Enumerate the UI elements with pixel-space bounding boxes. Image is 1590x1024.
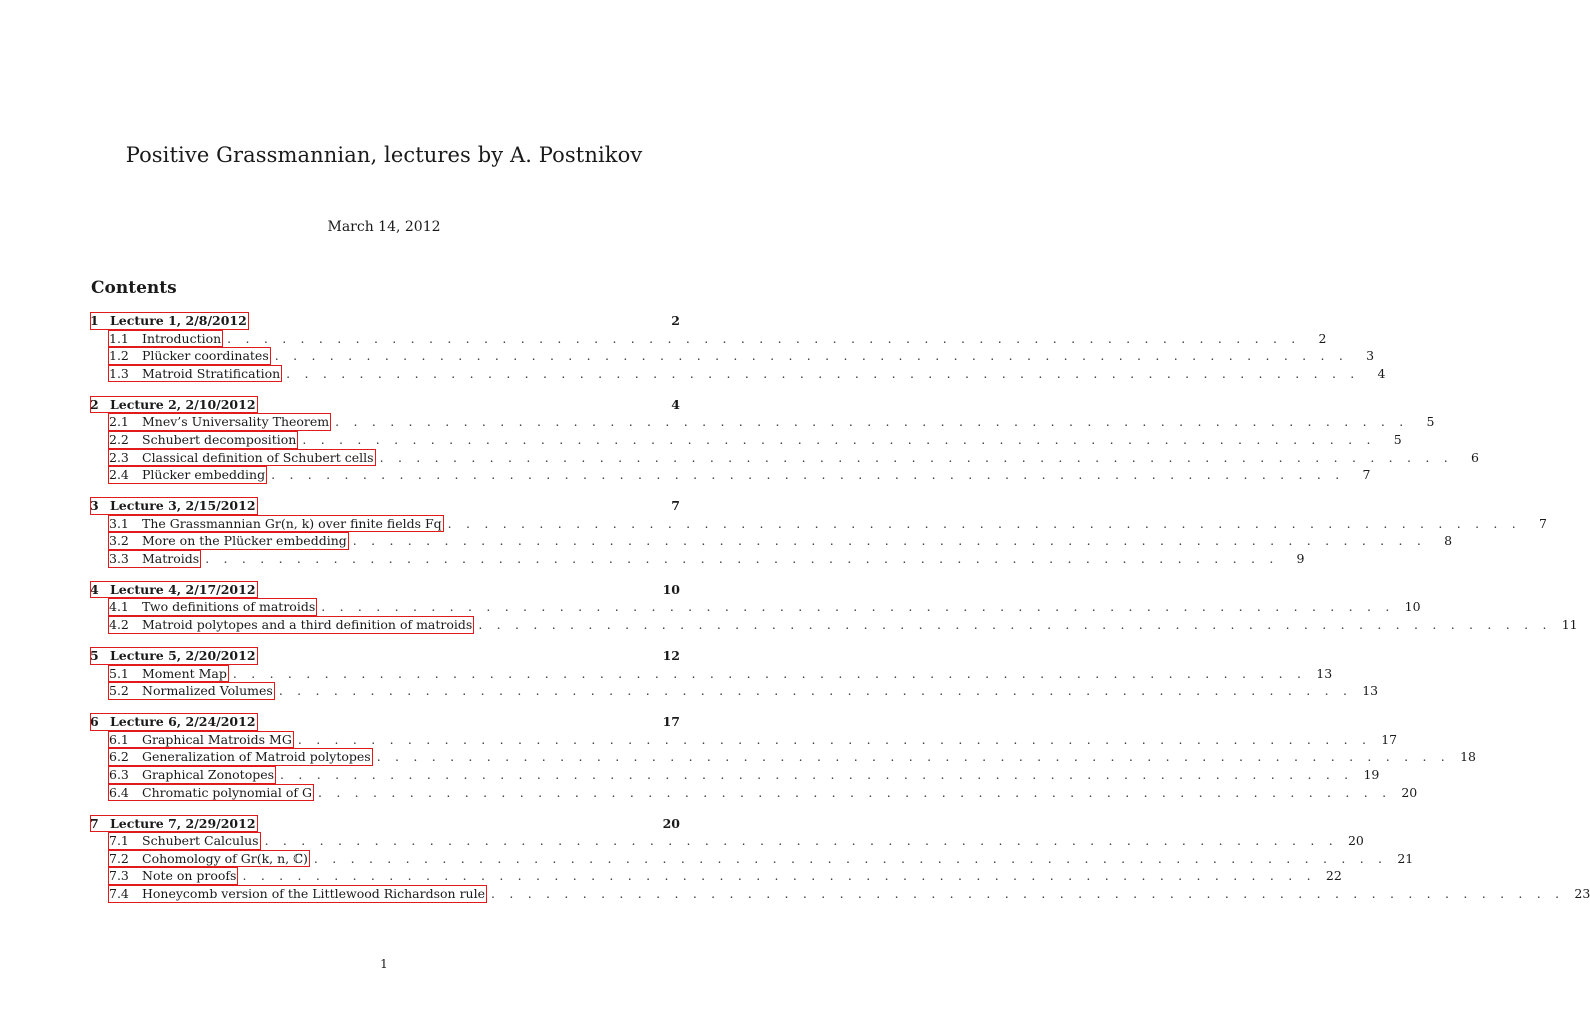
toc-leader-dots: . . . . . . . . . . . . . . . . . . . . . . . . . . . . . . . . . . . . . . . . . . . . . . . . . . . . . . . . . . . [297, 731, 1372, 747]
toc-subsection-link[interactable] [108, 616, 474, 634]
toc-section-row [90, 713, 680, 731]
toc-subsection-title: Honeycomb version of the Littlewood Richardson rule [142, 885, 485, 901]
toc-subsection-link[interactable] [108, 885, 487, 903]
toc-leader-dots: . . . . . . . . . . . . . . . . . . . . . . . . . . . . . . . . . . . . . . . . . . . . . . . . . . . . . . . . . . . [313, 850, 1388, 866]
toc-section-title: Lecture 1, 2/8/2012 [110, 313, 247, 328]
toc-subsection-page: 2 [1318, 330, 1327, 346]
toc-subsection-page: 20 [1401, 784, 1418, 800]
page-number: 1 [380, 957, 388, 971]
toc-section-row [90, 647, 680, 665]
toc-subsection-row [90, 784, 1418, 802]
toc-subsection-number: 1.2 [109, 348, 129, 364]
toc-leader-dots: . . . . . . . . . . . . . . . . . . . . . . . . . . . . . . . . . . . . . . . . . . . . . . . . . . . . . . . . . . . [478, 617, 1552, 633]
toc-section-number: 4 [90, 581, 99, 597]
toc-subsection-row [90, 682, 1379, 700]
toc-section-link[interactable] [90, 713, 258, 731]
toc-subsection-link[interactable] [108, 832, 261, 850]
toc-subsection-link[interactable] [108, 731, 294, 749]
toc-leader-dots: . . . . . . . . . . . . . . . . . . . . . . . . . . . . . . . . . . . . . . . . . . . . . . . . . . . . . . . . . . . [227, 330, 1301, 346]
toc-subsection-row [90, 550, 1305, 568]
toc-subsection-title: Moment Map [142, 665, 227, 681]
toc-subsection-number: 5.2 [109, 683, 129, 699]
toc-leader-dots: . . . . . . . . . . . . . . . . . . . . . . . . . . . . . . . . . . . . . . . . . . . . . . . . . . . . . . . . . . . [376, 749, 1450, 765]
toc-subsection-page: 20 [1347, 833, 1364, 849]
toc-section [90, 713, 1476, 801]
toc-subsection-row [90, 867, 1342, 885]
toc-section-row [90, 581, 680, 599]
toc-subsection-row [90, 832, 1364, 850]
toc-subsection-page: 5 [1393, 431, 1402, 447]
toc-leader-dots: . . . . . . . . . . . . . . . . . . . . . . . . . . . . . . . . . . . . . . . . . . . . . . . . . . . . . . . . . . . [232, 665, 1307, 681]
toc-section-page: 20 [662, 815, 680, 831]
toc-subsection-number: 6.4 [109, 784, 129, 800]
toc-section [90, 497, 1547, 567]
toc-subsection-title: Normalized Volumes [142, 683, 273, 699]
toc-section-number: 2 [90, 396, 99, 412]
table-of-contents [90, 312, 1590, 916]
toc-leader-dots: . . . . . . . . . . . . . . . . . . . . . . . . . . . . . . . . . . . . . . . . . . . . . . . . . . . . . . . . . . . [280, 767, 1354, 783]
toc-subsection-number: 2.1 [109, 414, 129, 430]
toc-subsection-page: 10 [1404, 599, 1421, 615]
toc-subsection-page: 9 [1296, 550, 1305, 566]
toc-leader-dots: . . . . . . . . . . . . . . . . . . . . . . . . . . . . . . . . . . . . . . . . . . . . . . . . . . . . . . . . . . . [302, 431, 1376, 447]
toc-section-page: 4 [671, 396, 680, 412]
toc-subsection-page: 17 [1381, 731, 1398, 747]
toc-subsection-link[interactable] [108, 466, 267, 484]
toc-subsection-number: 6.3 [109, 767, 129, 783]
toc-subsection-number: 5.1 [109, 665, 129, 681]
paper-title: Positive Grassmannian, lectures by A. Postnikov [125, 143, 643, 167]
toc-subsection-page: 5 [1426, 414, 1435, 430]
toc-leader-dots: . . . . . . . . . . . . . . . . . . . . . . . . . . . . . . . . . . . . . . . . . . . . . . . . . . . . . . . . . . . [205, 550, 1279, 566]
toc-subsection-number: 1.3 [109, 365, 129, 381]
toc-section-title: Lecture 5, 2/20/2012 [110, 648, 256, 664]
toc-subsection-title: Introduction [142, 330, 222, 346]
toc-subsection-link[interactable] [108, 867, 238, 885]
toc-subsection-link[interactable] [108, 748, 373, 766]
toc-section-number: 7 [90, 815, 99, 831]
toc-section-title: Lecture 3, 2/15/2012 [110, 498, 256, 514]
toc-section-title: Lecture 4, 2/17/2012 [110, 581, 256, 597]
toc-leader-dots: . . . . . . . . . . . . . . . . . . . . . . . . . . . . . . . . . . . . . . . . . . . . . . . . . . . . . . . . . . . [335, 414, 1409, 430]
toc-subsection-page: 6 [1470, 449, 1479, 465]
toc-subsection-link[interactable] [108, 532, 349, 550]
toc-subsection-number: 1.1 [109, 330, 129, 346]
toc-subsection-row [90, 330, 1327, 348]
toc-subsection-title: More on the Plücker embedding [142, 533, 347, 549]
toc-section-page: 7 [671, 498, 680, 514]
toc-subsection-title: Note on proofs [142, 868, 237, 884]
toc-subsection-title: Plücker coordinates [142, 348, 269, 364]
toc-leader-dots: . . . . . . . . . . . . . . . . . . . . . . . . . . . . . . . . . . . . . . . . . . . . . . . . . . . . . . . . . . . [491, 885, 1565, 901]
toc-subsection-row [90, 616, 1578, 634]
toc-subsection-number: 4.1 [109, 599, 129, 615]
toc-subsection-link[interactable] [108, 347, 271, 365]
toc-subsection-number: 7.4 [109, 885, 129, 901]
toc-subsection-title: Schubert Calculus [142, 833, 259, 849]
toc-subsection-title: Classical definition of Schubert cells [142, 449, 374, 465]
toc-subsection-link[interactable] [108, 413, 331, 431]
toc-section-link[interactable] [90, 581, 258, 599]
toc-subsection-number: 7.3 [109, 868, 129, 884]
toc-leader-dots: . . . . . . . . . . . . . . . . . . . . . . . . . . . . . . . . . . . . . . . . . . . . . . . . . . . . . . . . . . . [379, 449, 1453, 465]
toc-subsection-title: Graphical Zonotopes [142, 767, 275, 783]
toc-subsection-number: 2.4 [109, 467, 129, 483]
toc-section [90, 647, 1379, 700]
toc-section [90, 815, 1590, 903]
toc-subsection-page: 13 [1316, 665, 1333, 681]
toc-subsection-title: Chromatic polynomial of G [142, 784, 312, 800]
toc-subsection-page: 11 [1561, 617, 1578, 633]
toc-section-title: Lecture 2, 2/10/2012 [110, 396, 256, 412]
toc-section-link[interactable] [90, 647, 258, 665]
toc-subsection-title: Schubert decomposition [142, 431, 297, 447]
toc-subsection-title: Matroid polytopes and a third definition of matroids [142, 617, 473, 633]
toc-subsection-page: 3 [1366, 348, 1375, 364]
toc-subsection-title: Generalization of Matroid polytopes [142, 749, 371, 765]
toc-leader-dots: . . . . . . . . . . . . . . . . . . . . . . . . . . . . . . . . . . . . . . . . . . . . . . . . . . . . . . . . . . . [286, 365, 1360, 381]
toc-subsection-row [90, 431, 1402, 449]
toc-subsection-link[interactable] [108, 431, 298, 449]
paper-date: March 14, 2012 [327, 219, 441, 235]
toc-subsection-page: 13 [1362, 683, 1379, 699]
toc-subsection-row [90, 347, 1375, 365]
toc-subsection-link[interactable] [108, 365, 282, 383]
toc-section-page: 17 [662, 714, 680, 730]
toc-subsection-row [90, 532, 1453, 550]
toc-leader-dots: . . . . . . . . . . . . . . . . . . . . . . . . . . . . . . . . . . . . . . . . . . . . . . . . . . . . . . . . . . . [447, 515, 1521, 531]
toc-subsection-page: 7 [1362, 467, 1371, 483]
toc-subsection-row [90, 731, 1398, 749]
toc-subsection-title: Plücker embedding [142, 467, 266, 483]
toc-section-number: 5 [90, 648, 99, 664]
toc-section-title: Lecture 6, 2/24/2012 [110, 714, 256, 730]
toc-subsection-row [90, 598, 1421, 616]
toc-subsection-number: 2.2 [109, 431, 129, 447]
toc-subsection-title: Matroid Stratification [142, 365, 281, 381]
toc-leader-dots: . . . . . . . . . . . . . . . . . . . . . . . . . . . . . . . . . . . . . . . . . . . . . . . . . . . . . . . . . . . [271, 467, 1345, 483]
toc-section-row [90, 815, 680, 833]
toc-subsection-link[interactable] [108, 665, 229, 683]
toc-subsection-title: Two definitions of matroids [142, 599, 316, 615]
toc-subsection-link[interactable] [108, 850, 310, 868]
toc-subsection-number: 2.3 [109, 449, 129, 465]
toc-subsection-row [90, 748, 1476, 766]
toc-subsection-row [90, 850, 1414, 868]
toc-leader-dots: . . . . . . . . . . . . . . . . . . . . . . . . . . . . . . . . . . . . . . . . . . . . . . . . . . . . . . . . . . . [352, 533, 1427, 549]
toc-section-number: 1 [90, 313, 99, 328]
toc-subsection-link[interactable] [108, 330, 223, 348]
toc-subsection-row [90, 515, 1547, 533]
toc-subsection-link[interactable] [108, 449, 376, 467]
toc-subsection-page: 21 [1397, 850, 1414, 866]
toc-leader-dots: . . . . . . . . . . . . . . . . . . . . . . . . . . . . . . . . . . . . . . . . . . . . . . . . . . . . . . . . . . . [317, 784, 1392, 800]
toc-subsection-number: 3.3 [109, 550, 129, 566]
toc-section-page: 12 [662, 648, 680, 664]
toc-subsection-row [90, 413, 1435, 431]
toc-leader-dots: . . . . . . . . . . . . . . . . . . . . . . . . . . . . . . . . . . . . . . . . . . . . . . . . . . . . . . . . . . . [264, 833, 1338, 849]
toc-subsection-page: 22 [1325, 868, 1342, 884]
toc-subsection-link[interactable] [108, 598, 317, 616]
toc-subsection-link[interactable] [108, 784, 314, 802]
toc-subsection-link[interactable] [108, 766, 276, 784]
toc-subsection-row [90, 885, 1590, 903]
toc-subsection-title: Mnev’s Universality Theorem [142, 414, 330, 430]
toc-section-link[interactable] [90, 312, 249, 330]
toc-section-row [90, 396, 680, 414]
toc-leader-dots: . . . . . . . . . . . . . . . . . . . . . . . . . . . . . . . . . . . . . . . . . . . . . . . . . . . . . . . . . . . [242, 868, 1316, 884]
toc-subsection-link[interactable] [108, 550, 201, 568]
toc-section-row [90, 497, 680, 515]
toc-subsection-page: 7 [1539, 515, 1547, 531]
toc-subsection-page: 4 [1377, 365, 1386, 381]
toc-subsection-title: Cohomology of Gr(k, n, ℂ) [142, 850, 308, 866]
toc-subsection-page: 23 [1574, 885, 1590, 901]
toc-subsection-row [90, 466, 1371, 484]
toc-leader-dots: . . . . . . . . . . . . . . . . . . . . . . . . . . . . . . . . . . . . . . . . . . . . . . . . . . . . . . . . . . . [274, 348, 1349, 364]
contents-heading: Contents [91, 278, 177, 298]
toc-section [90, 312, 1386, 382]
toc-section-row [90, 312, 680, 330]
toc-subsection-row [90, 766, 1380, 784]
toc-subsection-number: 6.2 [109, 749, 129, 765]
toc-subsection-page: 8 [1444, 533, 1453, 549]
toc-section-title: Lecture 7, 2/29/2012 [110, 815, 256, 831]
toc-subsection-row [90, 665, 1333, 683]
toc-leader-dots: . . . . . . . . . . . . . . . . . . . . . . . . . . . . . . . . . . . . . . . . . . . . . . . . . . . . . . . . . . . [278, 683, 1353, 699]
toc-section-link[interactable] [90, 815, 258, 833]
toc-subsection-page: 19 [1363, 767, 1380, 783]
toc-subsection-title: Matroids [142, 550, 200, 566]
toc-section-page: 10 [662, 581, 680, 597]
toc-subsection-number: 7.1 [109, 833, 129, 849]
toc-section-page: 2 [671, 313, 680, 328]
toc-subsection-row [90, 449, 1479, 467]
toc-subsection-title: Graphical Matroids MG [142, 731, 292, 747]
toc-subsection-number: 3.1 [109, 515, 129, 531]
toc-section-number: 3 [90, 498, 99, 514]
toc-subsection-number: 6.1 [109, 731, 129, 747]
toc-leader-dots: . . . . . . . . . . . . . . . . . . . . . . . . . . . . . . . . . . . . . . . . . . . . . . . . . . . . . . . . . . . [321, 599, 1395, 615]
toc-subsection-link[interactable] [108, 515, 444, 533]
toc-section [90, 396, 1479, 484]
toc-subsection-page: 18 [1460, 749, 1476, 765]
toc-section-link[interactable] [90, 497, 258, 515]
toc-subsection-row [90, 365, 1386, 383]
toc-section-number: 6 [90, 714, 99, 730]
toc-subsection-link[interactable] [108, 682, 275, 700]
toc-subsection-number: 3.2 [109, 533, 129, 549]
toc-section [90, 581, 1578, 634]
toc-subsection-number: 7.2 [109, 850, 129, 866]
toc-section-link[interactable] [90, 396, 258, 414]
toc-subsection-number: 4.2 [109, 617, 129, 633]
toc-subsection-title: The Grassmannian Gr(n, k) over finite fields Fq [142, 515, 442, 531]
